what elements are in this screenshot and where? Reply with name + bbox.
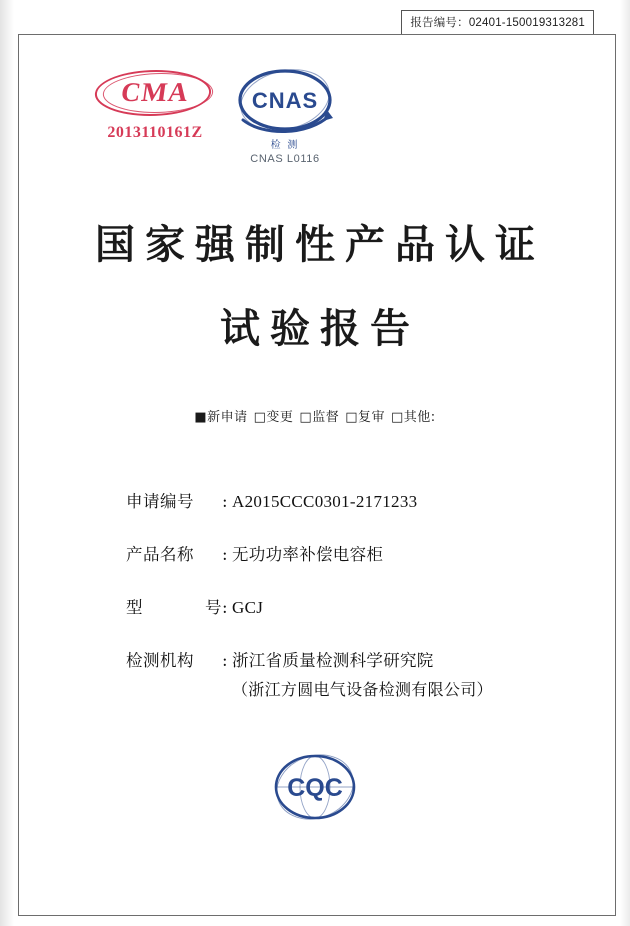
page-title: 国家强制性产品认证: [95, 221, 545, 268]
field-row-testing-organization: [126, 647, 546, 671]
field-label-application-number: 申请编号: [126, 492, 194, 511]
cnas-mark-group: [220, 66, 350, 165]
report-number-value: 02401-150019313281: [468, 17, 585, 29]
field-row-application-number: [126, 488, 546, 512]
field-list: [126, 488, 546, 700]
field-colon: :: [222, 492, 228, 511]
accreditation-marks: [60, 70, 360, 180]
svg-text:CNAS: CNAS: [251, 88, 319, 113]
field-label-model: 型 号: [126, 598, 222, 617]
field-row-product-name: [126, 541, 546, 565]
field-colon: :: [222, 598, 228, 617]
field-row-model: [126, 594, 546, 618]
field-label-testing-organization: 检测机构: [126, 651, 194, 670]
option-other[interactable]: □其他:: [391, 410, 436, 425]
field-value-model: GCJ: [232, 598, 264, 617]
svg-text:CQC: CQC: [287, 774, 343, 802]
field-label-product-name: 产品名称: [126, 545, 194, 564]
field-value-testing-organization: 浙江省质量检测科学研究院: [232, 651, 434, 670]
field-value-testing-organization-sub: （浙江方圆电气设备检测有限公司）: [232, 680, 493, 699]
cma-text: CMA: [119, 77, 191, 107]
option-supervision[interactable]: □监督: [299, 410, 340, 425]
field-colon: :: [222, 545, 228, 564]
cnas-inner-label: 检 测: [270, 140, 300, 151]
report-number-label: 报告编号：: [410, 17, 469, 29]
option-review[interactable]: □复审: [345, 410, 385, 425]
application-type-options: [0, 406, 630, 425]
cma-mark-group: [70, 70, 240, 142]
field-value-application-number: A2015CCC0301-2171233: [232, 492, 418, 511]
cqc-icon: [260, 748, 370, 826]
cnas-accreditation-code: CNAS L0116: [250, 153, 320, 165]
cma-code: 2013110161Z: [107, 124, 203, 141]
cma-icon: [95, 70, 215, 116]
option-new-application[interactable]: ■新申请: [194, 410, 248, 425]
page-subtitle: 试验报告: [220, 305, 420, 352]
field-value-product-name: 无功功率补偿电容柜: [232, 545, 384, 564]
field-colon: :: [222, 651, 228, 670]
cnas-icon: [229, 66, 341, 140]
report-number-box: [401, 10, 594, 35]
option-change[interactable]: □变更: [253, 410, 294, 425]
